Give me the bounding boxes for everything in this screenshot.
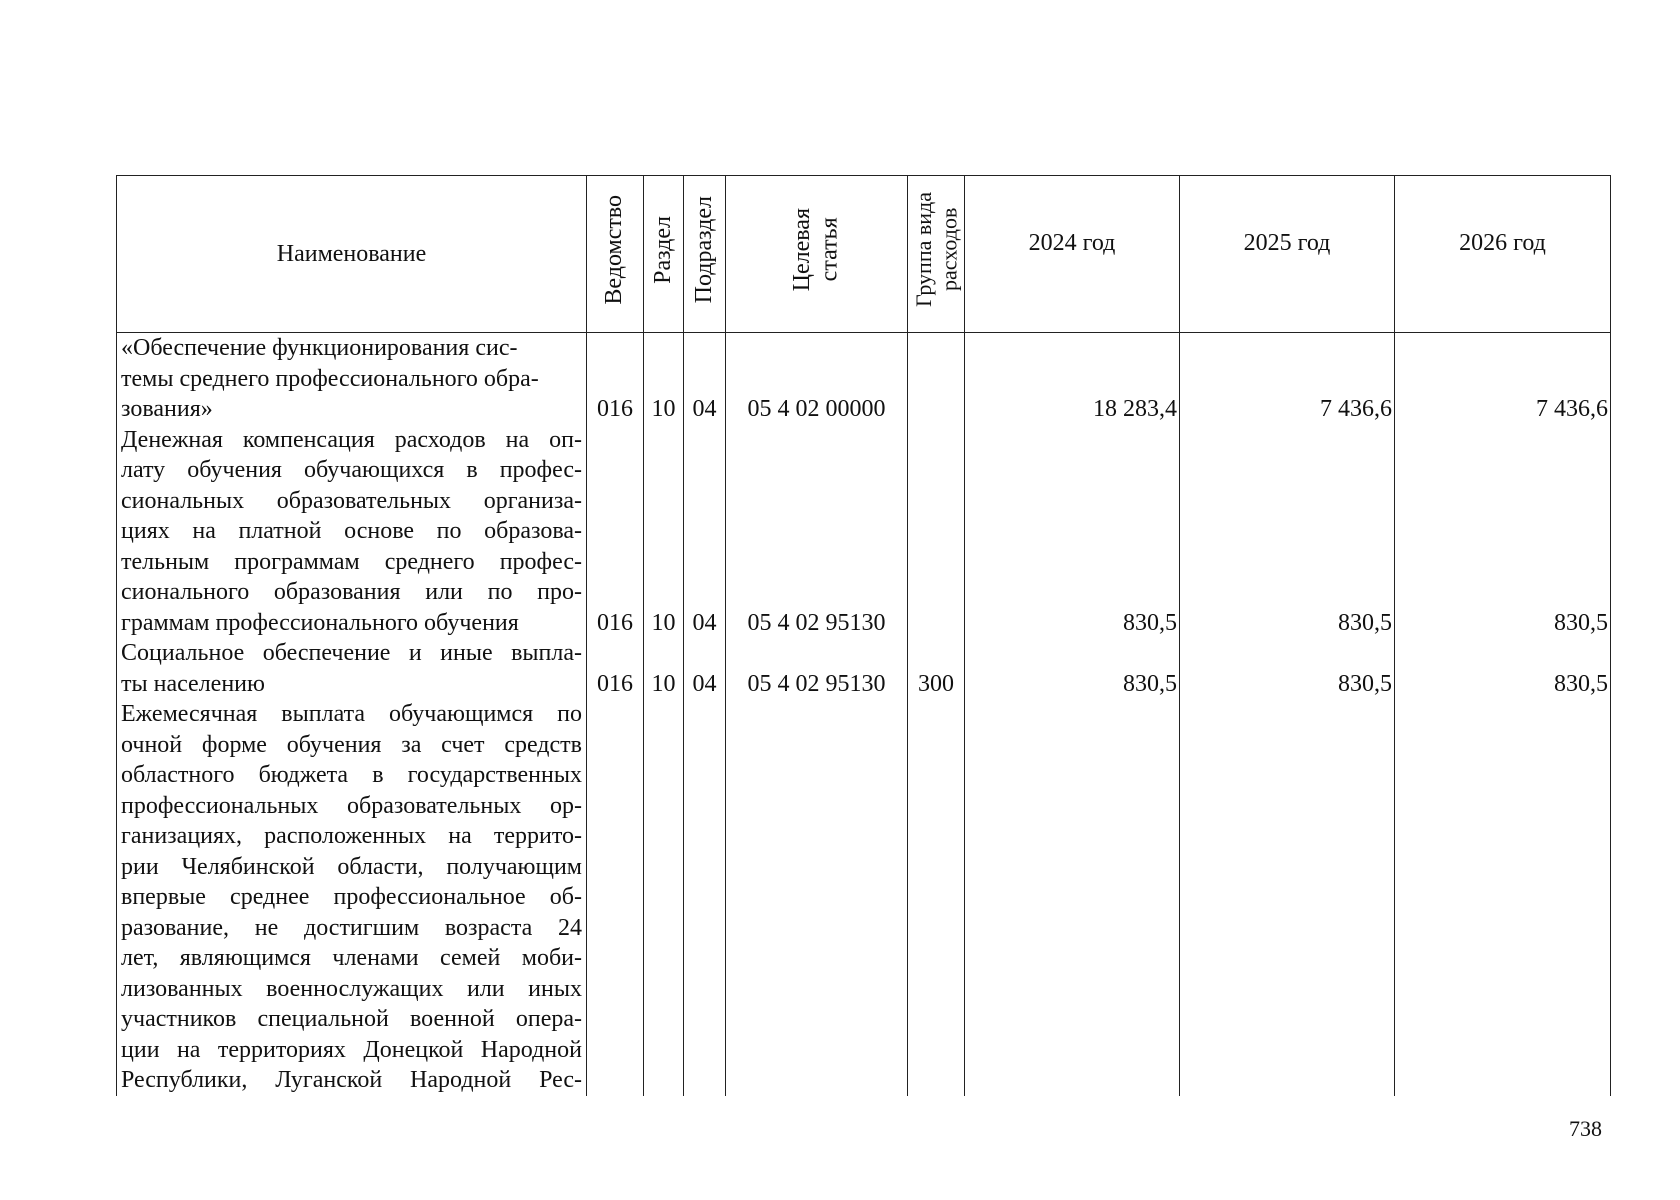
- row-name-line: граммам профессионального обучения: [121, 609, 519, 636]
- header-target-article: [726, 176, 908, 333]
- row-value-2025: [1180, 699, 1395, 1096]
- row-subsection: [684, 699, 726, 1096]
- page-number: 738: [1569, 1116, 1602, 1141]
- row-name-line: тельным программам среднего профес-: [121, 548, 582, 575]
- row-name-line: очной форме обучения за счет средств: [121, 731, 582, 758]
- header-subsection: [684, 176, 726, 333]
- table-row: [117, 699, 1611, 1096]
- row-subsection: 04: [684, 425, 726, 639]
- table-row: [117, 638, 1611, 699]
- row-value-2024: 830,5: [965, 638, 1180, 699]
- row-name-line: профессиональных образовательных ор-: [121, 792, 582, 819]
- row-name-line: ганизациях, расположенных на террито-: [121, 823, 582, 849]
- row-name-line: Республики, Луганской Народной Рес-: [121, 1067, 582, 1093]
- row-expense-group: [908, 699, 965, 1096]
- row-name-line: лет, являющимся членами семей моби-: [121, 945, 582, 971]
- row-value-2025: 830,5: [1180, 425, 1395, 639]
- header-year-2025: [1180, 176, 1395, 333]
- header-expense-group: [908, 176, 965, 333]
- row-section: 10: [644, 638, 684, 699]
- header-expense-group-line-1: Группа вида: [910, 192, 936, 308]
- row-section: 10: [644, 425, 684, 639]
- row-name-line: «Обеспечение функционирования сис-: [121, 335, 518, 361]
- row-name-line: рии Челябинской области, получающим: [121, 853, 582, 880]
- header-year-2026-label: 2026 год: [1459, 229, 1546, 256]
- header-target-article-line-2: статья: [816, 217, 843, 282]
- row-target-article: [726, 699, 908, 1096]
- row-subsection: 04: [684, 638, 726, 699]
- header-section: [644, 176, 684, 333]
- row-target-article: 05 4 02 00000: [726, 333, 908, 425]
- row-name-line: темы среднего профессионального обра-: [121, 365, 539, 392]
- row-value-2025: 830,5: [1180, 638, 1395, 699]
- budget-table: [116, 175, 1611, 1096]
- row-department: 016: [587, 638, 644, 699]
- row-value-2024: 830,5: [965, 425, 1180, 639]
- row-name-line: разование, не достигшим возраста 24: [121, 914, 582, 941]
- row-name-line: областного бюджета в государственных: [121, 762, 582, 788]
- row-name: [117, 333, 587, 425]
- table-row: [117, 425, 1611, 639]
- row-name: [117, 699, 587, 1096]
- header-department-label: Ведомство: [601, 194, 628, 305]
- header-year-2025-label: 2025 год: [1243, 229, 1331, 256]
- row-value-2024: [965, 699, 1180, 1096]
- row-section: 10: [644, 333, 684, 425]
- row-expense-group: 300: [908, 638, 965, 699]
- row-value-2026: 830,5: [1395, 425, 1611, 639]
- table-row: [117, 333, 1611, 425]
- row-subsection: 04: [684, 333, 726, 425]
- row-target-article: 05 4 02 95130: [726, 638, 908, 699]
- row-name-line: Денежная компенсация расходов на оп-: [121, 426, 582, 453]
- row-name: [117, 425, 587, 639]
- row-target-article: 05 4 02 95130: [726, 425, 908, 639]
- row-name-line: лизованных военнослужащих или иных: [121, 975, 582, 1002]
- header-year-2024: [965, 176, 1180, 333]
- row-name-line: Ежемесячная выплата обучающимся по: [121, 701, 582, 727]
- header-expense-group-label: [911, 192, 962, 307]
- row-name-line: ции на территориях Донецкой Народной: [121, 1036, 582, 1063]
- row-name-line: участников специальной военной опера-: [121, 1006, 582, 1032]
- row-name-line: впервые среднее профессиональное об-: [121, 884, 582, 910]
- row-section: [644, 699, 684, 1096]
- row-name-line: зования»: [121, 396, 213, 422]
- header-name-label: Наименование: [276, 240, 427, 267]
- row-name-line: сиональных образовательных организа-: [121, 487, 582, 514]
- header-year-2024-label: 2024 год: [1028, 229, 1116, 256]
- row-value-2025: 7 436,6: [1180, 333, 1395, 425]
- row-expense-group: [908, 333, 965, 425]
- row-name-line: ты населению: [121, 670, 265, 697]
- row-value-2024: 18 283,4: [965, 333, 1180, 425]
- row-expense-group: [908, 425, 965, 639]
- row-name: [117, 638, 587, 699]
- header-section-label: Раздел: [649, 215, 676, 284]
- row-name-line: Социальное обеспечение и иные выпла-: [121, 640, 582, 666]
- header-department: [587, 176, 644, 333]
- row-department: [587, 699, 644, 1096]
- row-value-2026: [1395, 699, 1611, 1096]
- row-department: 016: [587, 333, 644, 425]
- header-subsection-label: Подраздел: [690, 196, 717, 304]
- table-header: [117, 176, 1611, 333]
- row-name-line: циях на платной основе по образова-: [121, 518, 582, 544]
- header-year-2026: [1395, 176, 1611, 333]
- header-target-article-label: [789, 208, 844, 291]
- row-value-2026: 830,5: [1395, 638, 1611, 699]
- row-department: 016: [587, 425, 644, 639]
- row-name-line: сионального образования или по про-: [121, 579, 582, 605]
- row-name-line: лату обучения обучающихся в профес-: [121, 457, 582, 483]
- header-target-article-line-1: Целевая: [788, 208, 815, 292]
- header-name: [117, 176, 587, 333]
- row-value-2026: 7 436,6: [1395, 333, 1611, 425]
- header-expense-group-line-2: расходов: [936, 208, 961, 292]
- table-body: [117, 333, 1611, 1096]
